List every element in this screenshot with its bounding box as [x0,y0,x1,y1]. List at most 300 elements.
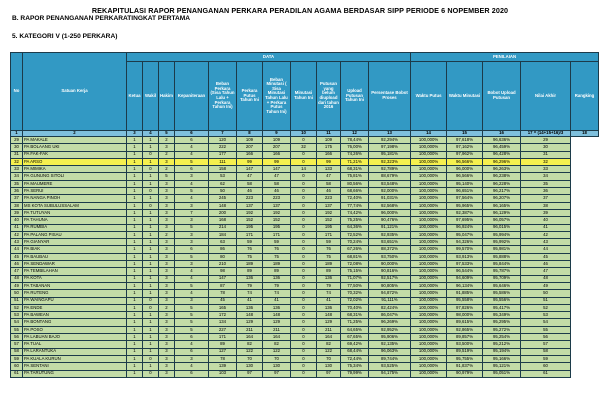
table-cell: 96,134% [447,282,483,289]
table-cell: 137 [237,202,263,209]
table-cell: 52 [11,304,23,311]
table-cell: 92,387% [447,209,483,216]
table-cell: 1 [127,253,143,260]
table-cell: 200 [209,209,237,216]
table-cell: 92,323% [369,158,411,165]
table-cell: 100,000% [411,166,447,173]
table-cell: 100,000% [411,261,447,268]
table-cell: 49 [11,282,23,289]
table-cell: 72,02% [341,297,369,304]
table-cell: 3 [175,231,209,238]
table-cell: 3 [159,253,175,260]
table-cell: 91,121% [369,224,411,231]
table-cell: 99 [317,158,341,165]
table-row [11,261,599,268]
table-cell: 6 [175,370,209,377]
table-cell: 3 [175,239,209,246]
table-cell: 1 [143,144,159,151]
table-cell: 75 [317,253,341,260]
table-cell: 171 [209,334,237,341]
table-cell: 1 [127,282,143,289]
table-cell: 60 [11,363,23,370]
table-row [11,246,599,253]
table-cell: 100,000% [411,363,447,370]
table-cell: 75,25% [341,217,369,224]
table-cell: 3 [159,224,175,231]
table-cell: 59 [317,239,341,246]
table-cell: 93,525% [369,363,411,370]
table-cell: 6 [175,166,209,173]
table-cell: 68,31% [341,166,369,173]
table-cell: 74,26% [341,151,369,158]
table-cell: 152 [263,217,291,224]
table-cell: 95,709% [483,275,521,282]
table-cell: 97,618% [447,137,483,144]
table-cell: 100,000% [411,370,447,377]
table-cell: 0 [143,304,159,311]
table-cell: 136 [263,304,291,311]
table-cell: 3 [175,261,209,268]
table-cell: 195 [317,224,341,231]
table-cell: 97 [317,370,341,377]
table-cell: 79 [263,282,291,289]
table-cell: 37 [11,195,23,202]
table-cell: 109 [317,137,341,144]
table-cell: 6 [175,334,209,341]
table-cell: 90,979% [447,370,483,377]
table-cell: 211 [317,326,341,333]
table-cell: 74 [263,290,291,297]
table-cell: 86 [209,246,237,253]
table-cell: 92,865% [447,326,483,333]
table-cell: 58 [263,180,291,187]
table-row [11,188,599,195]
table-cell: 95,181% [369,151,411,158]
table-cell: 50 [521,290,571,297]
table-cell: 0 [291,231,317,238]
table-cell: 72,44% [341,355,369,362]
table-cell: 95,047% [447,231,483,238]
table-cell: 96,217% [483,188,521,195]
table-cell: 4 [175,180,209,187]
cell-satuan-kerja: PA MIMIKA [23,166,127,173]
table-cell: 89,857% [447,334,483,341]
table-cell: 1 [143,312,159,319]
table-cell: 207 [237,144,263,151]
table-cell: 0 [291,275,317,282]
table-cell: 60 [521,363,571,370]
table-cell: 100,000% [411,173,447,180]
table-cell: 94,609% [447,275,483,282]
table-cell: 96,924% [447,224,483,231]
table-cell: 1 [127,275,143,282]
table-cell: 111 [209,158,237,165]
table-cell: 97,962% [447,151,483,158]
table-cell: 166 [237,151,263,158]
table-cell: 32 [291,144,317,151]
table-cell: 100,000% [411,195,447,202]
table-cell: 95,166% [483,355,521,362]
table-cell: 175 [317,144,341,151]
table-cell: 41 [11,224,23,231]
table-cell: 100,000% [411,275,447,282]
cell-satuan-kerja: PA FAK-FAK [23,151,127,158]
table-cell: 95,558% [447,297,483,304]
table-row [11,180,599,187]
table-cell: 89 [237,268,263,275]
table-cell: 58 [317,180,341,187]
table-cell: 1 [143,363,159,370]
cell-satuan-kerja: PA TAHUNA [23,217,127,224]
cell-satuan-kerja: MS KOTA SUBULUSSALAM [23,202,127,209]
table-cell: 55 [11,326,23,333]
table-cell: 31 [11,151,23,158]
table-cell: 72,08% [341,261,369,268]
table-cell: 61 [11,370,23,377]
table-cell: 72,40% [341,195,369,202]
table-cell: 61 [521,370,571,377]
table-cell: 148 [263,312,291,319]
header-ketua: Ketua [127,62,143,131]
table-cell: 95,755% [447,355,483,362]
table-cell: 1 [143,137,159,144]
table-cell: 152 [317,217,341,224]
table-cell: 93,500% [447,341,483,348]
table-cell: 1 [127,261,143,268]
table-cell: 1 [127,231,143,238]
table-cell: 76 [317,246,341,253]
table-cell: 0 [143,355,159,362]
table-cell: 97,826% [447,304,483,311]
group-header-penilaian: PENILAIAN [411,53,599,62]
table-cell: 96,459% [483,144,521,151]
table-cell: 100,000% [411,151,447,158]
table-cell: 95,888% [483,253,521,260]
table-cell: 64,36% [341,224,369,231]
table-cell: 54 [521,319,571,326]
table-cell: 0 [291,224,317,231]
table-cell: 3 [159,217,175,224]
table-cell: 192 [237,209,263,216]
cell-satuan-kerja: PA KUALA KURUN [23,355,127,362]
table-cell: 3 [159,312,175,319]
table-cell: 5 [175,188,209,195]
table-cell: 75 [237,253,263,260]
table-cell: 5 [159,173,175,180]
table-cell: 47 [317,173,341,180]
table-cell: 96,651% [447,188,483,195]
table-cell: 3 [175,173,209,180]
table-cell: 74 [317,290,341,297]
table-cell: 100,000% [411,297,447,304]
table-cell: 1 [127,363,143,370]
table-cell: 0 [143,151,159,158]
table-cell: 3 [159,355,175,362]
table-cell: 147 [209,275,237,282]
table-cell: 47 [237,173,263,180]
table-cell: 3 [175,355,209,362]
column-number: 7 [209,131,237,137]
table-cell: 74,42% [341,209,369,216]
table-cell: 1 [127,297,143,304]
table-cell: 100,000% [411,217,447,224]
table-cell: 96,636% [483,137,521,144]
table-cell: 109 [263,137,291,144]
table-cell: 6 [175,137,209,144]
table-cell: 70,24% [341,239,369,246]
cell-satuan-kerja: PA TARUTUNG [23,370,127,377]
table-cell: 6 [175,246,209,253]
table-cell: 99 [237,158,263,165]
column-number: 15 [447,131,483,137]
table-cell: 96,129% [483,209,521,216]
table-cell: 89 [317,268,341,275]
table-cell: 100,000% [411,246,447,253]
table-cell: 4 [175,275,209,282]
table-cell: 55 [521,326,571,333]
table-cell: 91,031% [369,195,411,202]
table-cell: 0 [291,268,317,275]
table-cell: 76,00% [341,144,369,151]
table-cell: 214 [209,224,237,231]
header-beban-minutasi: Beban Minutasi ( Sisa Minutasi Tahun Lalu + Perkara Putus Tahun Ini) [263,62,291,131]
table-cell: 1 [127,173,143,180]
table-cell: 95,212% [483,341,521,348]
table-cell: 1 [143,195,159,202]
table-cell: 0 [143,188,159,195]
header-minutasi: Minutasi Tahun Ini [291,62,317,131]
table-row [11,253,599,260]
column-number: 16 [483,131,521,137]
table-cell: 95,349% [483,312,521,319]
table-cell: 90,000% [369,261,411,268]
table-cell: 2 [159,231,175,238]
table-cell: 56 [521,334,571,341]
table-cell: 53 [209,173,237,180]
table-cell: 35 [521,180,571,187]
table-cell: 32 [521,158,571,165]
table-row [11,370,599,377]
table-cell: 87 [209,282,237,289]
table-cell: 1 [127,290,143,297]
table-cell: 57 [521,341,571,348]
table-cell: 30 [521,144,571,151]
table-cell: 50 [209,188,237,195]
table-cell: 100,000% [411,202,447,209]
table-cell: 1 [127,341,143,348]
table-cell: 95,295% [483,319,521,326]
table-body [11,137,599,378]
table-cell: 39 [521,209,571,216]
table-row [11,209,599,216]
table-cell: 137 [317,202,341,209]
table-cell: 4 [175,151,209,158]
table-cell: 89,519% [447,348,483,355]
table-cell: 100,000% [411,137,447,144]
table-cell: 4 [175,363,209,370]
table-cell: 195 [263,224,291,231]
table-cell: 93,651% [369,239,411,246]
cell-satuan-kerja: PA PALANG PISAU [23,231,127,238]
table-cell: 100,000% [411,144,447,151]
table-cell: 95,586% [483,290,521,297]
table-cell: 75,34% [341,363,369,370]
table-cell: 90,805% [369,282,411,289]
table-cell: 14 [291,166,317,173]
table-cell: 1 [127,166,143,173]
table-cell: 1 [127,246,143,253]
table-cell: 171 [237,231,263,238]
table-cell: 47 [521,268,571,275]
table-cell: 34 [11,173,23,180]
table-cell: 39 [11,209,23,216]
table-cell: 59 [237,239,263,246]
table-cell: 0 [291,348,317,355]
table-cell: 1 [143,341,159,348]
table-cell: 96,000% [369,209,411,216]
header-no: No [11,53,23,131]
table-cell: 100,000% [411,304,447,311]
table-cell: 46 [263,188,291,195]
table-cell: 222 [209,144,237,151]
table-cell: 5 [175,319,209,326]
header-rangking: Rangking [571,62,599,131]
table-cell: 100,000% [411,231,447,238]
table-cell: 46 [11,261,23,268]
table-cell: 1 [143,268,159,275]
table-cell: 56 [11,334,23,341]
table-cell: 3 [159,209,175,216]
table-cell: 1 [127,319,143,326]
cell-satuan-kerja: PA WAINGAPU [23,297,127,304]
table-cell: 2 [159,151,175,158]
table-cell: 189 [317,261,341,268]
table-cell: 1 [127,151,143,158]
table-cell: 122 [263,348,291,355]
table-cell: 100,000% [411,355,447,362]
table-cell: 3 [159,297,175,304]
table-cell: 3 [159,202,175,209]
table-cell: 95,194% [483,348,521,355]
table-cell: 57 [11,341,23,348]
table-cell: 88,372% [369,246,411,253]
table-cell: 3 [159,268,175,275]
cell-satuan-kerja: PA TEMBILAHAN [23,268,127,275]
table-cell: 48 [521,275,571,282]
table-cell: 96,428% [483,151,521,158]
table-cell: 0 [291,158,317,165]
table-cell: 3 [175,202,209,209]
table-cell: 1 [143,348,159,355]
table-cell: 189 [263,261,291,268]
header-wakil: Wakil [143,62,159,131]
table-cell: 100,000% [411,253,447,260]
table-cell: 96,269% [369,319,411,326]
table-cell: 94,326% [447,239,483,246]
table-cell: 1 [143,275,159,282]
table-cell: 129 [237,319,263,326]
header-satuan-kerja: Satuan Kerja [23,53,127,131]
column-number: 10 [291,131,317,137]
table-cell: 92,952% [369,326,411,333]
table-cell: 0 [291,195,317,202]
table-cell: 82 [263,341,291,348]
table-cell: 1 [127,180,143,187]
table-row [11,348,599,355]
table-cell: 1 [143,246,159,253]
table-row [11,290,599,297]
table-cell: 33 [11,166,23,173]
table-cell: 3 [159,334,175,341]
table-cell: 70 [317,355,341,362]
table-cell: 223 [237,195,263,202]
table-row [11,297,599,304]
table-cell: 0 [143,202,159,209]
table-cell: 77,74% [341,202,369,209]
table-cell: 2 [159,304,175,311]
table-cell: 136 [237,304,263,311]
table-cell: 3 [159,326,175,333]
table-cell: 0 [291,137,317,144]
cell-satuan-kerja: PA TABANAN [23,282,127,289]
table-cell: 3 [159,158,175,165]
table-cell: 164 [263,334,291,341]
table-cell: 44 [521,246,571,253]
table-cell: 100,000% [411,312,447,319]
table-cell: 1 [143,209,159,216]
table-cell: 3 [159,275,175,282]
table-row [11,319,599,326]
table-cell: 80 [209,253,237,260]
table-cell: 51 [11,297,23,304]
table-cell: 91,885% [447,290,483,297]
cell-satuan-kerja: PA SERUI [23,188,127,195]
table-cell: 79,99% [341,370,369,377]
table-cell: 69,42% [341,341,369,348]
table-cell: 147 [237,166,263,173]
section-subtitle: B. RAPOR PENANGANAN PERKARATINGKAT PERTAMA [12,15,191,22]
table-cell: 89 [263,268,291,275]
table-cell: 7 [175,209,209,216]
table-cell: 92,294% [369,137,411,144]
table-cell: 129 [263,319,291,326]
table-cell: 95,254% [483,334,521,341]
table-cell: 129 [317,319,341,326]
column-number: 9 [263,131,291,137]
table-cell: 47 [11,268,23,275]
table-cell: 4 [175,290,209,297]
header-beban-perkara: Beban Perkara (Sisa Tahun Lalu + Perkara Tahun Ini) [209,62,237,131]
table-cell: 80,56% [341,180,369,187]
table-cell: 38 [521,202,571,209]
table-cell: 97,162% [447,144,483,151]
table-cell: 134 [209,319,237,326]
table-row [11,239,599,246]
table-cell: 41 [317,297,341,304]
column-number: 5 [159,131,175,137]
table-cell: 68,44% [341,348,369,355]
column-number: 8 [237,131,263,137]
table-cell: 0 [143,166,159,173]
column-number: 14 [411,131,447,137]
table-cell: 1 [127,334,143,341]
table-cell: 165 [209,304,237,311]
table-cell: 0 [291,261,317,268]
header-upload-putusan: Upload Putusan Tahun Ini [341,62,369,131]
table-cell: 1 [127,370,143,377]
table-cell: 31 [521,151,571,158]
cell-satuan-kerja: PA NANGA PINOH [23,195,127,202]
